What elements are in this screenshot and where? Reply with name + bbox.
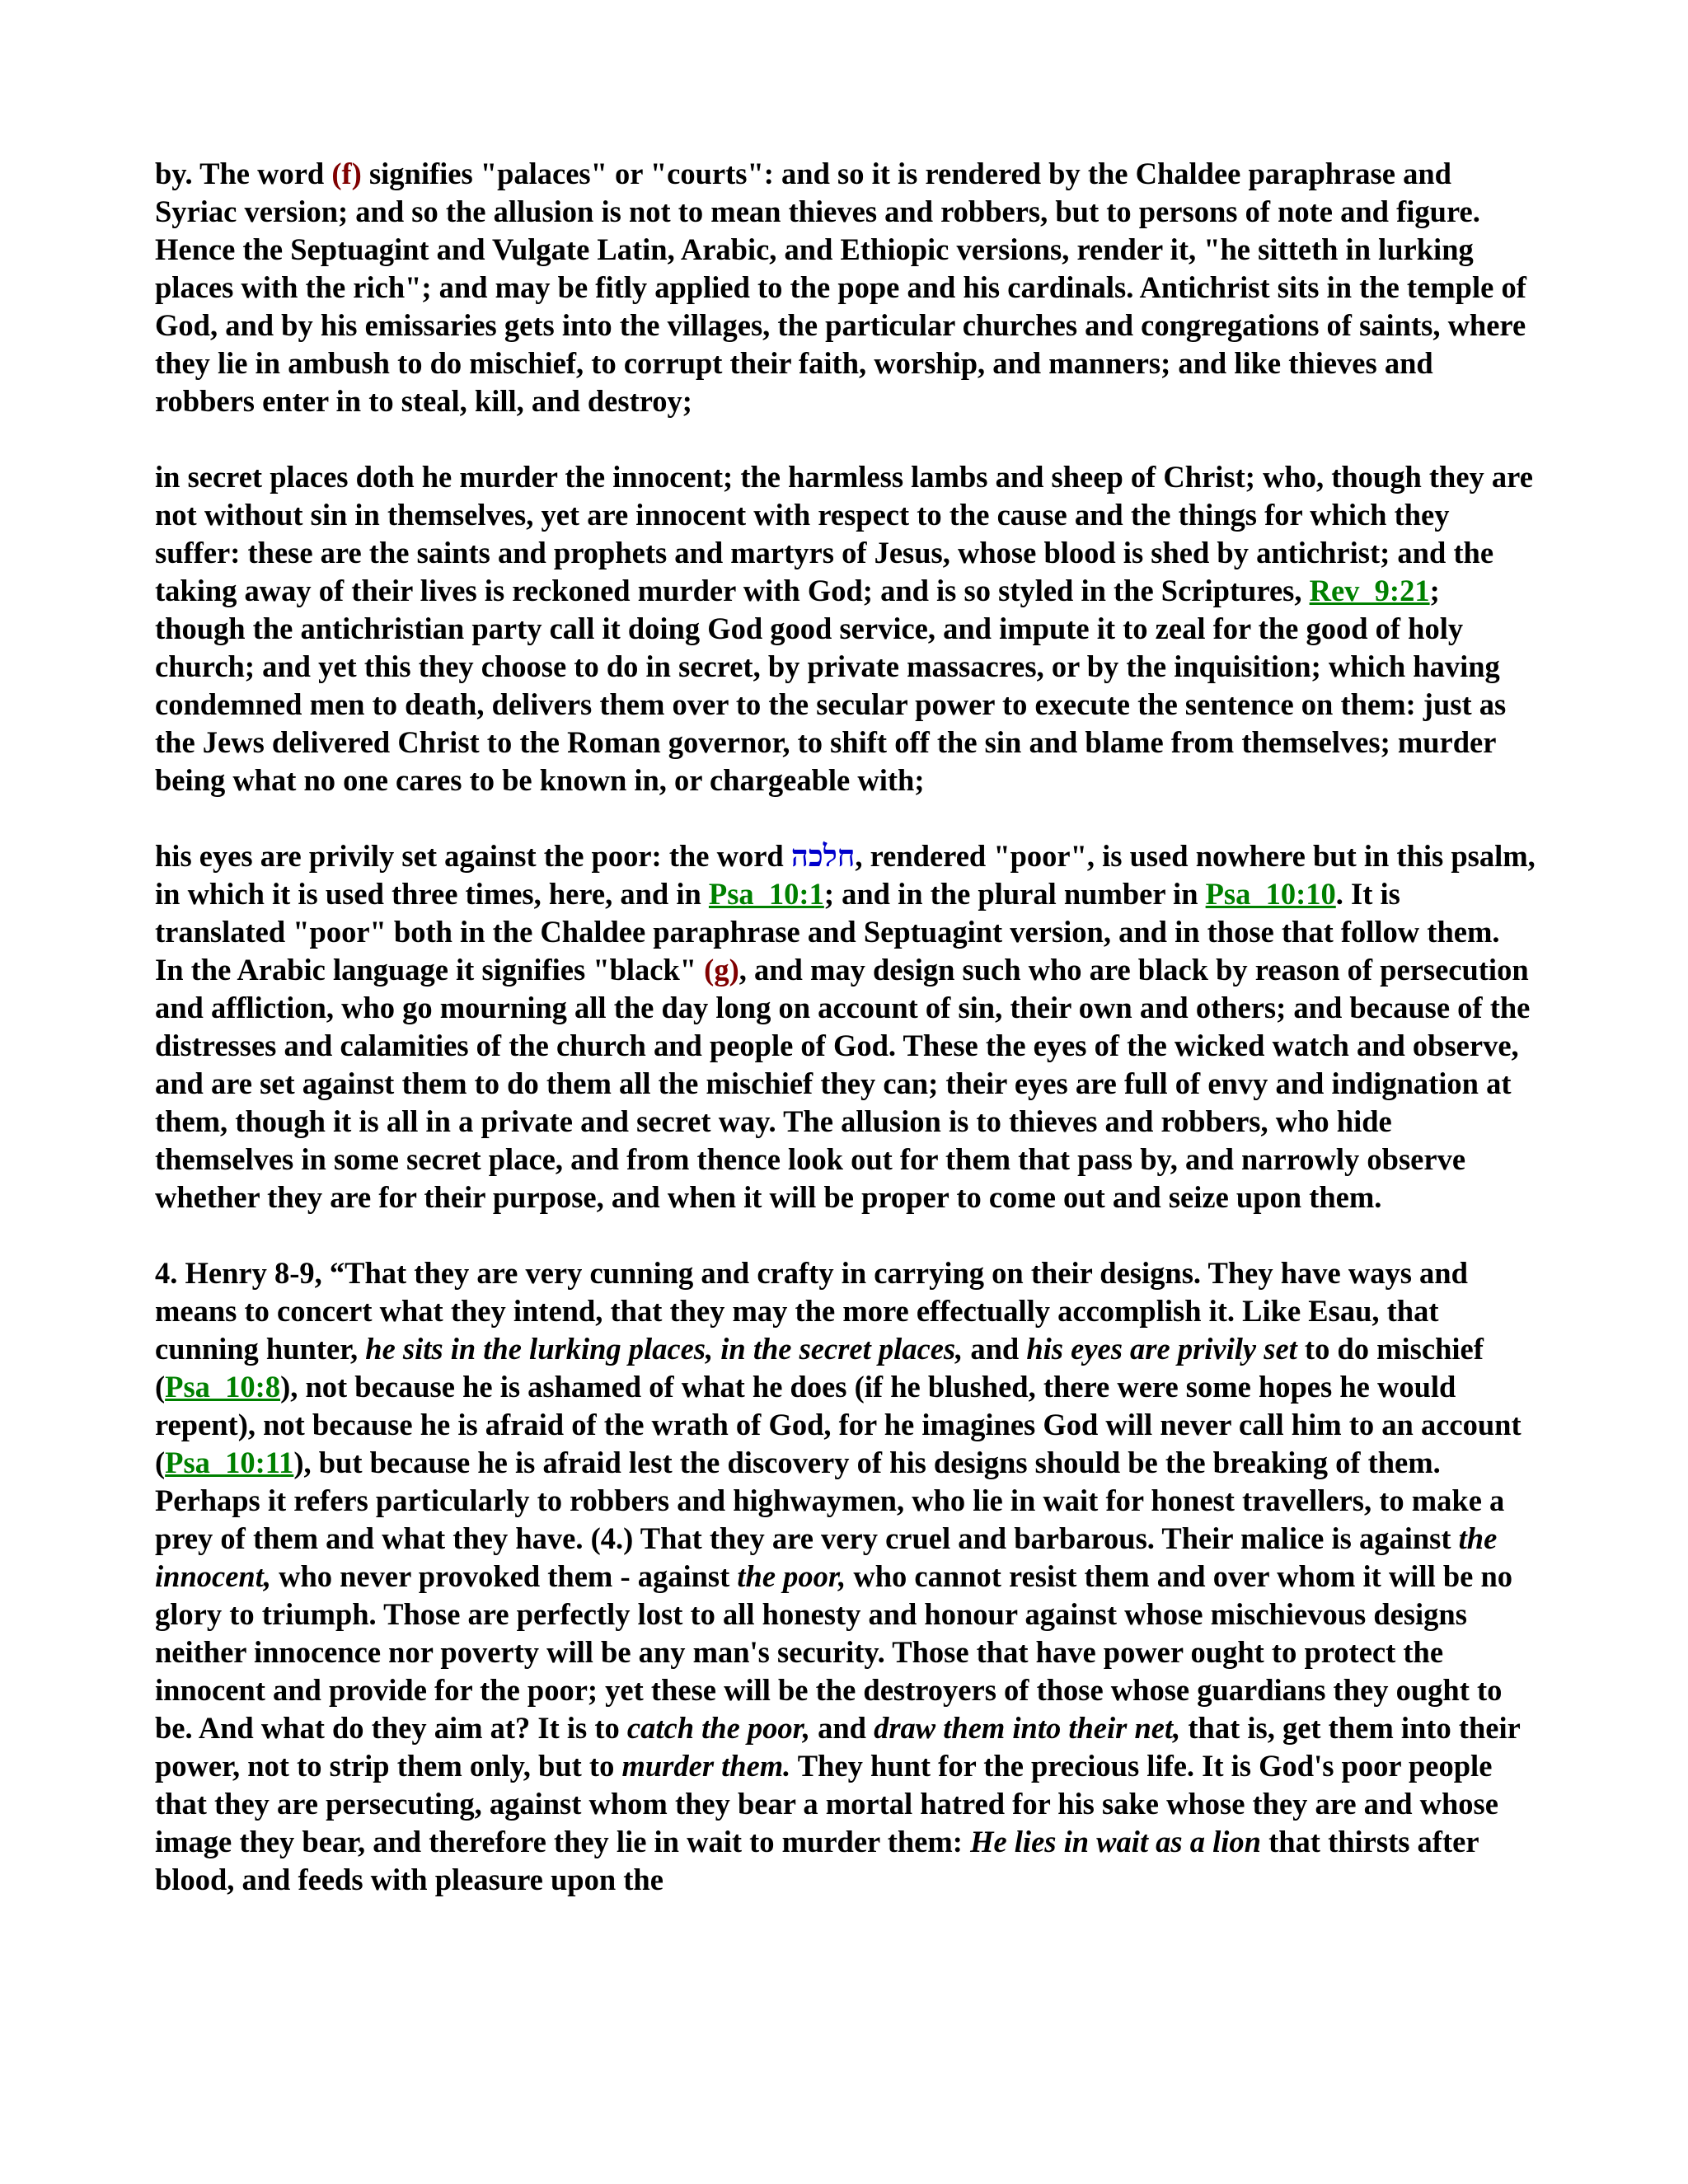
footnote-ref-f[interactable]: (f)	[331, 157, 362, 190]
link-rev-9-21[interactable]: Rev_9:21	[1309, 574, 1430, 607]
footnote-ref-g[interactable]: (g)	[704, 953, 739, 987]
text-run: that thirsts after blood, and feeds with pleasure upon the	[155, 1825, 1479, 1896]
text-run: signifies "palaces" or "courts": and so it is rendered by the Chaldee paraphrase and Syriac version; and so the allusion is not to mean thieves and robbers, but to persons of note and figure. Hence the Septuagint and Vulgate Latin, Arabic, and Ethiopic versions, render it, "he sitteth in lurking places with the rich"; and may be fitly applied to the pope and his cardinals. Antichrist sits in the temple of God, and by his emissaries gets into the villages, the particular churches and congregations of saints, where they lie in ambush to do mischief, to corrupt their faith, worship, and manners; and like thieves and robbers enter in to steal, kill, and destroy;	[155, 157, 1526, 418]
italic-run: his eyes are privily set	[1026, 1332, 1297, 1366]
text-run: and	[963, 1332, 1027, 1366]
link-psa-10-11[interactable]: Psa_10:11	[165, 1446, 294, 1479]
text-run: who cannot resist them and over whom it will be no glory to triumph. Those are perfectly lost to all honesty and honour against whose mischievous designs neither innocence nor poverty will be any man's security. Those that have power ought to protect the innocent and provide for the poor; yet these will be the destroyers of those whose guardians they ought to be. And what do they aim at? It is to	[155, 1559, 1513, 1745]
paragraph-4	[155, 1254, 1536, 1899]
text-run: ), not because he is ashamed of what he does (if he blushed, there were some hopes he would repent), not because he is afraid of the wrath of God, for he imagines God will never call him to an account (	[155, 1370, 1522, 1479]
document-page	[155, 155, 1536, 1937]
text-run: ; though the antichristian party call it doing God good service, and impute it to zeal for the good of holy church; and yet this they choose to do in secret, by private massacres, or by the inquisition; which having condemned men to death, delivers them over to the secular power to execute the sentence on them: just as the Jews delivered Christ to the Roman governor, to shift off the sin and blame from themselves; murder being what no one cares to be known in, or chargeable with;	[155, 574, 1507, 797]
paragraph-2	[155, 458, 1536, 799]
italic-run: draw them into their net,	[874, 1711, 1181, 1745]
text-run: 4. Henry 8-9, “That they are very cunning and crafty in carrying on their designs. They have ways and means to concert what they intend, that they may the more effectually accomplish it. Like Esau, that cunning hunter,	[155, 1256, 1468, 1366]
text-run: to do mischief (	[155, 1332, 1484, 1404]
italic-run: catch the poor,	[626, 1711, 810, 1745]
italic-run: murder them.	[621, 1749, 791, 1783]
text-run: by. The word	[155, 157, 332, 190]
paragraph-1	[155, 155, 1536, 420]
text-run: who never provoked them - against	[270, 1559, 738, 1593]
text-run: . It is translated "poor" both in the Chaldee paraphrase and Septuagint version, and in those that follow them. In the Arabic language it signifies "black"	[155, 877, 1500, 987]
link-psa-10-8[interactable]: Psa_10:8	[165, 1370, 281, 1404]
text-run: and	[809, 1711, 874, 1745]
text-run: They hunt for the precious life. It is God's poor people that they are persecuting, against whom they bear a mortal hatred for his sake whose they are and whose image they bear, and therefore they lie in wait to murder them:	[155, 1749, 1498, 1858]
paragraph-3	[155, 837, 1536, 1216]
text-run: ), but because he is afraid lest the discovery of his designs should be the breaking of them. Perhaps it refers particularly to robbers and highwaymen, who lie in wait for honest travellers, to make a prey of them and what they have. (4.) That they are very cruel and barbarous. Their malice is against	[155, 1446, 1505, 1555]
italic-run: He lies in wait as a lion	[970, 1825, 1261, 1858]
text-run: that is, get them into their power, not to strip them only, but to	[155, 1711, 1521, 1783]
text-run: ; and in the plural number in	[823, 877, 1206, 911]
text-run: , rendered "poor", is used nowhere but in this psalm, in which it is used three times, here, and in	[155, 839, 1536, 911]
italic-run: the innocent,	[155, 1521, 1498, 1593]
italic-run: he sits in the lurking places, in the secret places,	[365, 1332, 964, 1366]
link-psa-10-10[interactable]: Psa_10:10	[1205, 877, 1336, 911]
hebrew-word: חלכה	[790, 839, 856, 873]
text-run: his eyes are privily set against the poor: the word	[155, 839, 791, 873]
text-run: , and may design such who are black by reason of persecution and affliction, who go mourning all the day long on account of sin, their own and others; and because of the distresses and calamities of the church and people of God. These the eyes of the wicked watch and observe, and are set against them to do them all the mischief they can; their eyes are full of envy and indignation at them, though it is all in a private and secret way. The allusion is to thieves and robbers, who hide themselves in some secret place, and from thence look out for them that pass by, and narrowly observe whether they are for their purpose, and when it will be proper to come out and seize upon them.	[155, 953, 1531, 1214]
italic-run: the poor,	[737, 1559, 846, 1593]
link-psa-10-1[interactable]: Psa_10:1	[708, 877, 824, 911]
text-run: in secret places doth he murder the innocent; the harmless lambs and sheep of Christ; who, though they are not without sin in themselves, yet are innocent with respect to the cause and the things for which they suffer: these are the saints and prophets and martyrs of Jesus, whose blood is shed by antichrist; and the taking away of their lives is reckoned murder with God; and is so styled in the Scriptures,	[155, 460, 1533, 607]
